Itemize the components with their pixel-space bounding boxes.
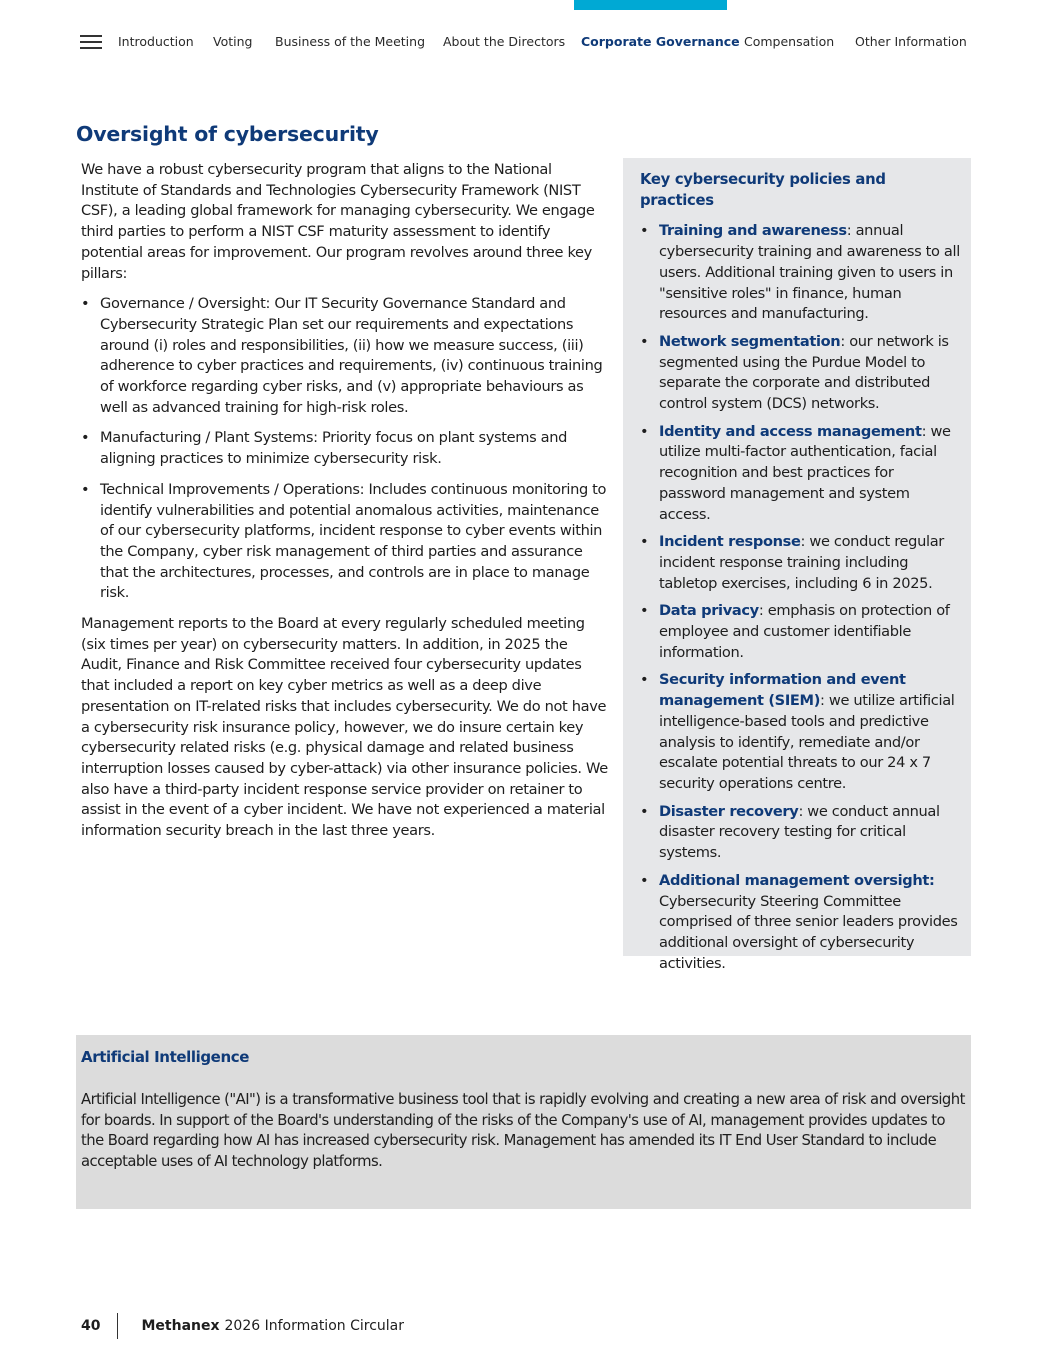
- policy-item: • Network segmentation: our network is segmented using the Purdue Model to separate the corporate and distributed control system (DCS) networks.: [640, 332, 961, 415]
- sidebar-title: Key cybersecurity policies and practices: [640, 171, 886, 209]
- policy-term: Security information and event management (SIEM): [659, 671, 906, 710]
- nav-item-business-of-the-meeting[interactable]: Business of the Meeting: [275, 34, 425, 49]
- nav-item-other-information[interactable]: Other Information: [855, 34, 967, 49]
- policy-description: we utilize artificial intelligence-based tools and predictive analysis to identify, remediate and/or escalate potential threats to our 24 x 7 security operations centre.: [659, 692, 955, 792]
- pillar-item: • Manufacturing / Plant Systems: Priority focus on plant systems and aligning practices to minimize cybersecurity risk.: [81, 428, 611, 469]
- key-policies-sidebar: [623, 158, 971, 972]
- policy-description: emphasis on protection of employee and customer identifiable information.: [659, 602, 950, 661]
- hamburger-menu-icon[interactable]: [80, 35, 102, 49]
- main-content: [81, 160, 611, 852]
- policy-item: • Data privacy: emphasis on protection of employee and customer identifiable information.: [640, 601, 961, 663]
- policy-description: annual cybersecurity training and awareness to all users. Additional training given to users in "sensitive roles" in finance, human resources and manufacturing.: [659, 222, 960, 323]
- policies-list: [640, 221, 961, 974]
- policy-item: • Training and awareness: annual cybersecurity training and awareness to all users. Additional training given to users in "sensitive roles" in finance, human resources and manufacturing.: [640, 221, 961, 325]
- closing-paragraph: Management reports to the Board at every regularly scheduled meeting (six times per year) on cybersecurity matters. In addition, in 2025 the Audit, Finance and Risk Committee received four cybersecurity updates that included a report on key cyber metrics as well as a deep dive presentation on IT-related risks that includes cybersecurity. We do not have a cybersecurity risk insurance policy, however, we do insure certain key cybersecurity related risks (e.g. physical damage and related business interruption losses caused by cyber-attack) via other insurance policies. We also have a third-party incident response service provider on retainer to assist in the event of a cyber incident. We have not experienced a material information security breach in the last three years.: [81, 615, 608, 840]
- policy-term: Additional management oversight:: [659, 871, 935, 889]
- policy-item: • Identity and access management: we utilize multi-factor authentication, facial recognition and best practices for password management and system access.: [640, 422, 961, 526]
- policy-item: [640, 871, 961, 975]
- page-footer: [81, 1313, 404, 1339]
- policy-term: Identity and access management: [659, 422, 922, 440]
- artificial-intelligence-box: [76, 1035, 971, 1209]
- policy-item: • Disaster recovery: we conduct annual disaster recovery testing for critical systems.: [640, 802, 961, 864]
- policy-term: Data privacy: [659, 602, 759, 620]
- active-tab-indicator: [574, 0, 727, 10]
- nav-item-compensation[interactable]: Compensation: [744, 34, 835, 49]
- nav-item-introduction[interactable]: Introduction: [118, 34, 194, 49]
- policy-description: Cybersecurity Steering Committee comprised of three senior leaders provides additional oversight of cybersecurity activities.: [659, 892, 958, 972]
- intro-paragraph: We have a robust cybersecurity program that aligns to the National Institute of Standards and Technologies Cybersecurity Framework (NIST CSF), a leading global framework for managing cybersecurity. We engage third parties to perform a NIST CSF maturity assessment to identify potential areas for improvement. Our program revolves around three key pillars:: [81, 161, 595, 282]
- policy-term: Network segmentation: [659, 332, 841, 350]
- nav-item-corporate-governance[interactable]: Corporate Governance: [581, 34, 740, 49]
- ai-box-title: Artificial Intelligence: [81, 1048, 249, 1066]
- policy-description: we conduct annual disaster recovery testing for critical systems.: [659, 802, 940, 862]
- policy-term: Incident response: [659, 533, 801, 551]
- document-title: 2026 Information Circular: [224, 1318, 404, 1334]
- policy-item: • Incident response: we conduct regular incident response training including tabletop exercises, including 6 in 2025.: [640, 532, 961, 594]
- brand-name: Methanex: [141, 1318, 220, 1334]
- pillar-item: • Governance / Oversight: Our IT Security Governance Standard and Cybersecurity Strategic Plan set our requirements and expectations around (i) roles and responsibilities, (ii) how we measure success, (iii) adherence to cyber practices and requirements, (iv) continuous training of workforce regarding cyber risks, and (v) appropriate behaviours as well as advanced training for high-risk roles.: [81, 294, 611, 418]
- top-navigation: [80, 30, 967, 54]
- policy-term: Training and awareness: [659, 222, 847, 240]
- pillar-item: • Technical Improvements / Operations: Includes continuous monitoring to identify vulnerabilities and potential anomalous activities, maintenance of our cybersecurity platforms, incident response to cyber events within the Company, cyber risk management of third parties and assurance that the architectures, processes, and controls are in place to manage risk.: [81, 480, 611, 604]
- page-number: 40: [81, 1318, 101, 1334]
- policy-description: we utilize multi-factor authentication, facial recognition and best practices for password management and system access.: [659, 422, 951, 523]
- section-title: Oversight of cybersecurity: [76, 122, 379, 146]
- nav-item-about-the-directors[interactable]: About the Directors: [443, 34, 566, 49]
- nav-item-voting[interactable]: Voting: [213, 34, 253, 49]
- footer-divider: [117, 1313, 118, 1339]
- policy-description: we conduct regular incident response training including tabletop exercises, including 6 in 2025.: [659, 533, 944, 592]
- policy-term: Disaster recovery: [659, 802, 799, 820]
- pillars-list: [81, 294, 611, 604]
- policy-item: • Security information and event management (SIEM): we utilize artificial intelligence-based tools and predictive analysis to identify, remediate and/or escalate potential threats to our 24 x 7 security operations centre.: [640, 670, 961, 794]
- policy-description: our network is segmented using the Purdue Model to separate the corporate and distributed control system (DCS) networks.: [659, 332, 949, 413]
- ai-box-body: Artificial Intelligence ("AI") is a transformative business tool that is rapidly evolving and creating a new area of risk and oversight for boards. In support of the Board's understanding of the risks of the Company's use of AI, management provides updates to the Board regarding how AI has increased cybersecurity risk. Management has amended its IT End User Standard to include acceptable uses of AI technology platforms.: [81, 1091, 965, 1171]
